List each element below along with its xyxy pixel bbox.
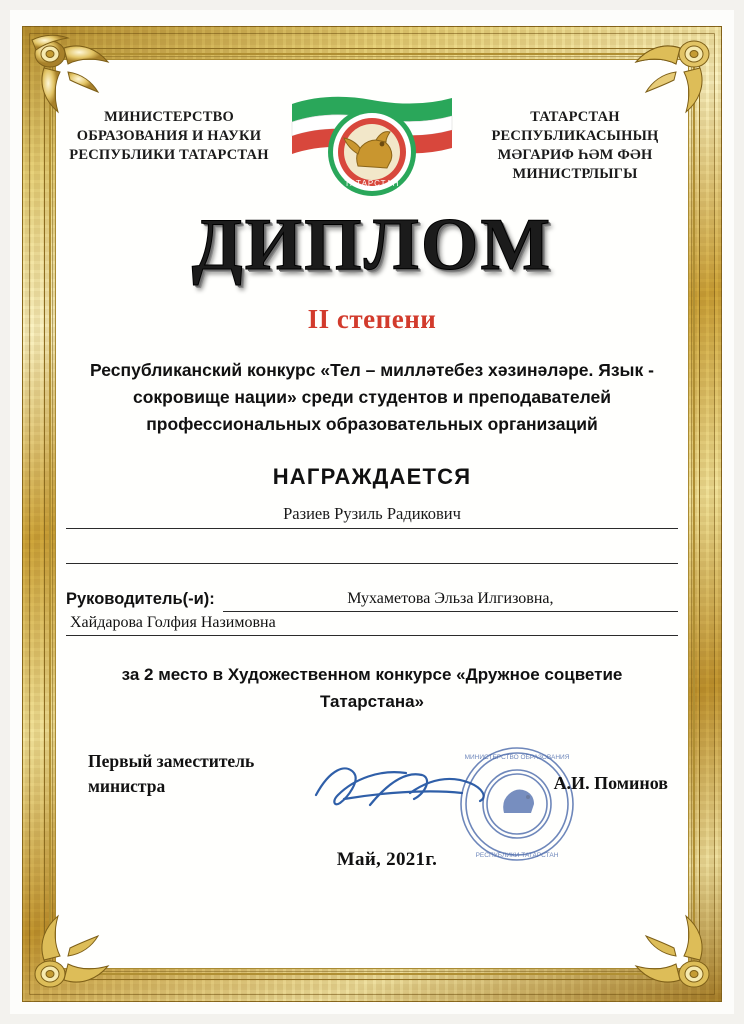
supervisor-name-2: Хайдарова Голфия Назимовна [70,614,276,632]
supervisor-name-1: Мухаметова Эльза Илгизовна, [347,590,554,608]
award-reason: за 2 место в Художественном конкурсе «Дружное соцветие Татарстана» [121,665,623,711]
svg-text:МИНИСТЕРСТВО ОБРАЗОВАНИЯ: МИНИСТЕРСТВО ОБРАЗОВАНИЯ [464,754,570,762]
page-title: ДИПЛОМ [191,204,553,286]
supervisor-block [62,590,682,636]
signer-title: Первый заместитель министра [88,751,255,797]
certificate-header [62,84,682,202]
tatarstan-coat-of-arms-icon [284,74,460,214]
signer-name: А.И. Поминов [553,773,668,794]
supervisor-label: Руководитель(-и): [66,590,215,609]
ministry-name-russian: МИНИСТЕРСТВО ОБРАЗОВАНИЯ И НАУКИ РЕСПУБЛИКИ ТАТАРСТАН [69,109,269,164]
issue-date: Май, 2021г. [336,849,438,871]
official-stamp-icon [442,729,592,879]
supervisor-rule-1 [223,611,678,612]
competition-description: Республиканский конкурс «Тел – милләтебез хәзинәләре. Язык - сокровище нации» среди студентов и преподавателей профессиональных образовательных организаций [90,360,654,435]
ministry-name-tatar: ТАТАРСТАН РЕСПУБЛИКАСЫНЫҢ МӘГАРИФ ҺӘМ ФӘН МИНИСТРЛЫГЫ [491,109,659,183]
degree-label: II степени [307,304,437,334]
svg-text:РЕСПУБЛИКИ ТАТАРСТАН: РЕСПУБЛИКИ ТАТАРСТАН [475,852,559,860]
recipient-block [62,504,682,564]
recipient-rule-gap [66,529,678,563]
supervisor-value-wrap [223,590,678,612]
recipient-name: Разиев Рузиль Радикович [283,504,461,524]
supervisor-row-1 [66,590,678,612]
supervisor-row-2 [66,612,678,636]
recipient-rule-2 [66,563,678,564]
awarded-label: НАГРАЖДАЕТСЯ [272,464,472,490]
certificate-content [62,66,682,962]
emblem-caption: ТАТАРСТАН [344,179,400,188]
supervisor-rule-2 [66,635,678,636]
